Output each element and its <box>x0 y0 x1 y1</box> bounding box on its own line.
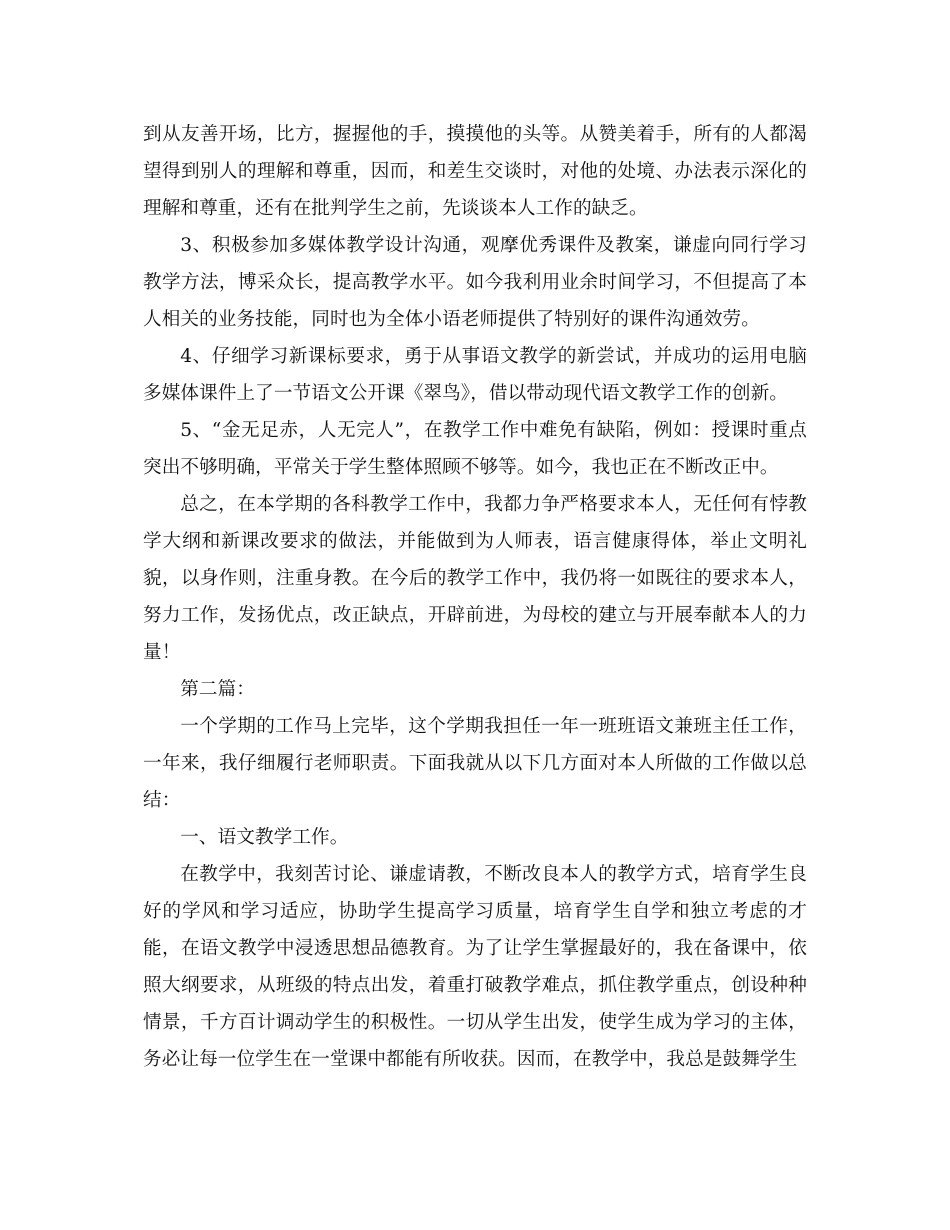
paragraph-summary: 总之，在本学期的各科教学工作中，我都力争严格要求本人，无任何有悖教学大纲和新课改要求的做法，并能做到为人师表，语言健康得体，举止文明礼貌，以身作则，注重身教。在今后的教学工作中，我仍将一如既往的要求本人，努力工作，发扬优点，改正缺点，开辟前进，为母校的建立与开展奉献本人的力量！ <box>143 494 807 663</box>
document-body <box>143 116 807 1078</box>
paragraph-item-4: 4、仔细学习新课标要求，勇于从事语文教学的新尝试，并成功的运用电脑多媒体课件上了一节语文公开课《翠鸟》，借以带动现代语文教学工作的创新。 <box>143 346 807 404</box>
paragraph-item-5: 5、“金无足赤，人无完人”，在教学工作中难免有缺陷，例如：授课时重点突出不够明确，平常关于学生整体照顾不够等。如今，我也正在不断改正中。 <box>143 420 807 478</box>
subsection-heading-chinese-teaching: 一、语文教学工作。 <box>180 827 349 848</box>
paragraph-item-3: 3、积极参加多媒体教学设计沟通，观摩优秀课件及教案，谦虚向同行学习教学方法，博采众长，提高教学水平。如今我利用业余时间学习，不但提高了本人相关的业务技能，同时也为全体小语老师提供了特别好的课件沟通效劳。 <box>143 235 807 330</box>
paragraph-continuation: 到从友善开场，比方，握握他的手，摸摸他的头等。从赞美着手，所有的人都渴望得到别人的理解和尊重，因而，和差生交谈时，对他的处境、办法表示深化的理解和尊重，还有在批判学生之前，先谈谈本人工作的缺乏。 <box>143 124 807 219</box>
paragraph-intro: 一个学期的工作马上完毕，这个学期我担任一年一班班语文兼班主任工作，一年来，我仔细履行老师职责。下面我就从以下几方面对本人所做的工作做以总结： <box>143 716 807 811</box>
paragraph-teaching: 在教学中，我刻苦讨论、谦虚请教，不断改良本人的教学方式，培育学生良好的学风和学习适应，协助学生提高学习质量，培育学生自学和独立考虑的才能，在语文教学中浸透思想品德教育。为了让学生掌握最好的，我在备课中，依照大纲要求，从班级的特点出发，着重打破教学难点，抓住教学重点，创设种种情景，千方百计调动学生的积极性。一切从学生出发，使学生成为学习的主体，务必让每一位学生在一堂课中都能有所收获。因而，在教学中，我总是鼓舞学生 <box>143 864 807 1070</box>
section-heading-second: 第二篇： <box>180 679 255 700</box>
